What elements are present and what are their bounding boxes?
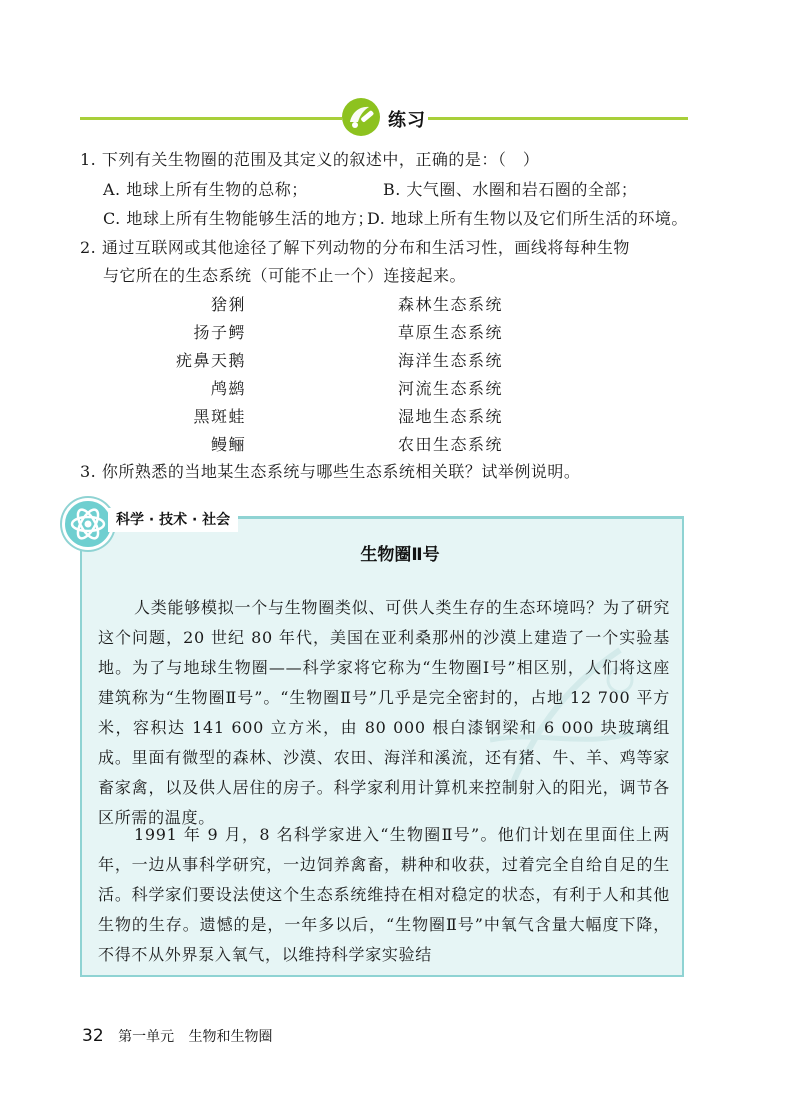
question-1-option-a: A. 地球上所有生物的总称；	[103, 180, 308, 199]
animal-item: 疣鼻天鹅	[175, 351, 246, 370]
animal-item: 鸬鹚	[210, 379, 246, 398]
footer-unit: 第一单元	[118, 1029, 175, 1045]
ecosystem-item: 湿地生态系统	[398, 407, 504, 426]
animal-item: 扬子鳄	[193, 323, 246, 342]
question-3: 3. 你所熟悉的当地某生态系统与哪些生态系统相关联？试举例说明。	[80, 462, 581, 481]
article-title: 生物圈Ⅱ号	[360, 545, 440, 565]
article-paragraph-1	[98, 593, 670, 833]
question-1-option-b: B. 大气圈、水圈和岩石圈的全部；	[383, 180, 638, 199]
question-2-stem-line2: 与它所在的生态系统（可能不止一个）连接起来。	[103, 266, 467, 285]
exercise-badge-icon	[342, 98, 380, 136]
question-1-option-c: C. 地球上所有生物能够生活的地方；	[103, 209, 374, 228]
animal-item: 黑斑蛙	[193, 407, 246, 426]
ecosystem-item: 森林生态系统	[398, 295, 504, 314]
ecosystem-item: 海洋生态系统	[398, 351, 504, 370]
animal-item: 猞猁	[210, 295, 246, 314]
question-2-stem-line1: 2. 通过互联网或其他途径了解下列动物的分布和生活习性，画线将每种生物	[80, 238, 630, 257]
exercise-header-line-right	[428, 117, 688, 120]
exercise-title: 练习	[388, 110, 426, 131]
article-paragraph-2-text: 1991 年 9 月，8 名科学家进入“生物圈Ⅱ号”。他们计划在里面住上两年，一边从事科学研究，一边饲养禽畜，耕种和收获，过着完全自给自足的生活。科学家们要设法使这个生态系统维持在相对稳定的状态，有利于人和其他生物的生存。遗憾的是，一年多以后，“生物圈Ⅱ号”中氧气含量大幅度下降，不得不从外界泵入氧气，以维持科学家实验结	[98, 825, 670, 964]
ecosystem-item: 河流生态系统	[398, 379, 504, 398]
exercise-header-line-left	[80, 117, 342, 120]
science-box-tag: 科学 · 技术 · 社会	[108, 508, 238, 532]
ecosystem-item: 草原生态系统	[398, 323, 504, 342]
footer-chapter: 生物和生物圈	[188, 1029, 273, 1045]
science-box-top-line	[237, 516, 684, 519]
page-number: 32	[82, 1026, 104, 1046]
article-paragraph-1-text: 人类能够模拟一个与生物圈类似、可供人类生存的生态环境吗？为了研究这个问题，20 世纪 80 年代，美国在亚利桑那州的沙漠上建造了一个实验基地。为了与地球生物圈——科学家将它称为“生物圈Ⅰ号”相区别，人们将这座建筑称为“生物圈Ⅱ号”。“生物圈Ⅱ号”几乎是完全密封的，占地 12 700 平方米，容积达 141 600 立方米，由 80 000 根白漆钢梁和 6 000 块玻璃组成。里面有微型的森林、沙漠、农田、海洋和溪流，还有猪、牛、羊、鸡等家畜家禽，以及供人居住的房子。科学家利用计算机来控制射入的阳光，调节各区所需的温度。	[98, 598, 670, 827]
ecosystem-item: 农田生态系统	[398, 435, 504, 454]
article-paragraph-2	[98, 820, 670, 970]
question-1-stem: 1. 下列有关生物圈的范围及其定义的叙述中，正确的是：（ ）	[80, 150, 540, 169]
question-1-option-d: D. 地球上所有生物以及它们所生活的环境。	[367, 209, 688, 228]
animal-item: 鳗鲡	[210, 435, 246, 454]
page-footer	[82, 1026, 273, 1046]
